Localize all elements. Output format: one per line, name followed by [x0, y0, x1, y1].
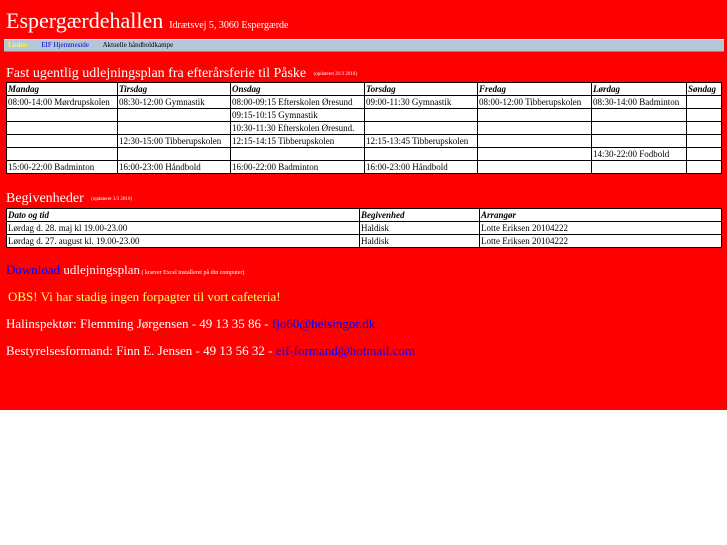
schedule-row	[7, 109, 722, 122]
table-cell	[118, 148, 231, 161]
table-cell	[118, 109, 231, 122]
schedule-title	[6, 66, 357, 82]
inspector-email-link[interactable]: fjo60@helsingor.dk	[271, 316, 376, 331]
table-cell: Lotte Eriksen 20104222	[480, 235, 722, 248]
events-table	[6, 208, 722, 248]
table-cell: 08:00-12:00 Tibberupskolen	[478, 96, 592, 109]
table-cell	[365, 122, 478, 135]
table-cell: 14:30-22:00 Fodbold	[592, 148, 687, 161]
table-cell: Haldisk	[360, 222, 480, 235]
header-sondag: Søndag	[687, 83, 722, 96]
download-text: udlejningsplan	[60, 262, 140, 277]
table-cell	[687, 109, 722, 122]
table-cell	[687, 161, 722, 174]
schedule-updated: (opdateret 31/3 2010)	[313, 72, 357, 77]
header-arrangor: Arrangør	[480, 209, 722, 222]
nav-bar	[4, 39, 724, 52]
events-updated: (opdateret 3/3 2010)	[91, 197, 133, 202]
table-cell	[7, 148, 118, 161]
schedule-table	[6, 82, 722, 174]
inspector-text: Halinspektør: Flemming Jørgensen - 49 13 35 86 -	[6, 316, 272, 331]
schedule-row	[7, 135, 722, 148]
schedule-header-row	[7, 83, 722, 96]
table-cell: 08:00-09:15 Efterskolen Øresund	[231, 96, 365, 109]
download-note: ( kræver Excel installeret på din computer)	[139, 270, 245, 276]
table-cell: Lørdag d. 28. maj kl 19.00-23.00	[7, 222, 360, 235]
events-header-row	[7, 209, 722, 222]
table-cell	[365, 109, 478, 122]
table-cell: 12:15-13:45 Tibberupskolen	[365, 135, 478, 148]
table-cell: 16:00-23:00 Håndbold	[365, 161, 478, 174]
header-mandag: Mandag	[7, 83, 118, 96]
table-cell: Haldisk	[360, 235, 480, 248]
download-line	[6, 262, 244, 278]
header-begivenhed: Begivenhed	[360, 209, 480, 222]
schedule-title-text: Fast ugentlig udlejningsplan fra efterårsferie til Påske	[6, 66, 307, 81]
table-cell	[118, 122, 231, 135]
table-cell	[592, 135, 687, 148]
table-cell: 12:15-14:15 Tibberupskolen	[231, 135, 365, 148]
nav-label: Links:	[8, 41, 28, 49]
table-cell: 08:30-14:00 Badminton	[592, 96, 687, 109]
table-cell	[592, 122, 687, 135]
table-cell: 09:15-10:15 Gymnastik	[231, 109, 365, 122]
table-cell	[478, 161, 592, 174]
header-dato: Dato og tid	[7, 209, 360, 222]
table-cell	[7, 122, 118, 135]
schedule-row	[7, 122, 722, 135]
table-cell	[687, 96, 722, 109]
table-cell	[592, 161, 687, 174]
header-fredag: Fredag	[478, 83, 592, 96]
table-cell	[478, 109, 592, 122]
event-row	[7, 222, 722, 235]
table-cell	[592, 109, 687, 122]
address: Idrætsvej 5, 3060 Espergærde	[169, 20, 289, 31]
header-lordag: Lørdag	[592, 83, 687, 96]
table-cell: Lørdag d. 27. august kl. 19.00-23.00	[7, 235, 360, 248]
table-cell: 08:30-12:00 Gymnastik	[118, 96, 231, 109]
schedule-row	[7, 96, 722, 109]
table-cell	[365, 148, 478, 161]
header-tirsdag: Tirsdag	[118, 83, 231, 96]
event-row	[7, 235, 722, 248]
table-cell: 16:00-22:00 Badminton	[231, 161, 365, 174]
table-cell	[687, 135, 722, 148]
nav-link-handboldkampe[interactable]: Aktuelle håndboldkampe	[102, 41, 174, 49]
schedule-row	[7, 161, 722, 174]
header-onsdag: Onsdag	[231, 83, 365, 96]
table-cell	[478, 122, 592, 135]
table-cell	[687, 122, 722, 135]
table-cell: 15:00-22:00 Badminton	[7, 161, 118, 174]
schedule-row	[7, 148, 722, 161]
chairman-text: Bestyrelsesformand: Finn E. Jensen - 49 13 56 32 -	[6, 343, 276, 358]
table-cell	[7, 109, 118, 122]
table-cell	[687, 148, 722, 161]
table-cell	[478, 148, 592, 161]
inspector-line	[6, 316, 375, 332]
table-cell: 08:00-14:00 Mørdrupskolen	[7, 96, 118, 109]
table-cell: 12:30-15:00 Tibberupskolen	[118, 135, 231, 148]
table-cell	[231, 148, 365, 161]
table-cell	[478, 135, 592, 148]
page-header	[6, 8, 288, 34]
cafeteria-notice: OBS! Vi har stadig ingen forpagter til vort cafeteria!	[8, 289, 281, 304]
events-title-text: Begivenheder	[6, 191, 84, 206]
table-cell: Lotte Eriksen 20104222	[480, 222, 722, 235]
table-cell: 10:30-11:30 Efterskolen Øresund.	[231, 122, 365, 135]
table-cell	[7, 135, 118, 148]
table-cell: 16:00-23:00 Håndbold	[118, 161, 231, 174]
nav-link-eif-hjemmeside[interactable]: EIF Hjemmeside	[41, 41, 89, 49]
table-cell: 09:00-11:30 Gymnastik	[365, 96, 478, 109]
chairman-line	[6, 343, 415, 359]
page-title: Espergærdehallen	[6, 8, 164, 33]
chairman-email-link[interactable]: eif-formand@hotmail.com	[275, 343, 416, 358]
events-title	[6, 191, 132, 207]
download-link[interactable]: Download	[6, 262, 61, 277]
header-torsdag: Torsdag	[365, 83, 478, 96]
